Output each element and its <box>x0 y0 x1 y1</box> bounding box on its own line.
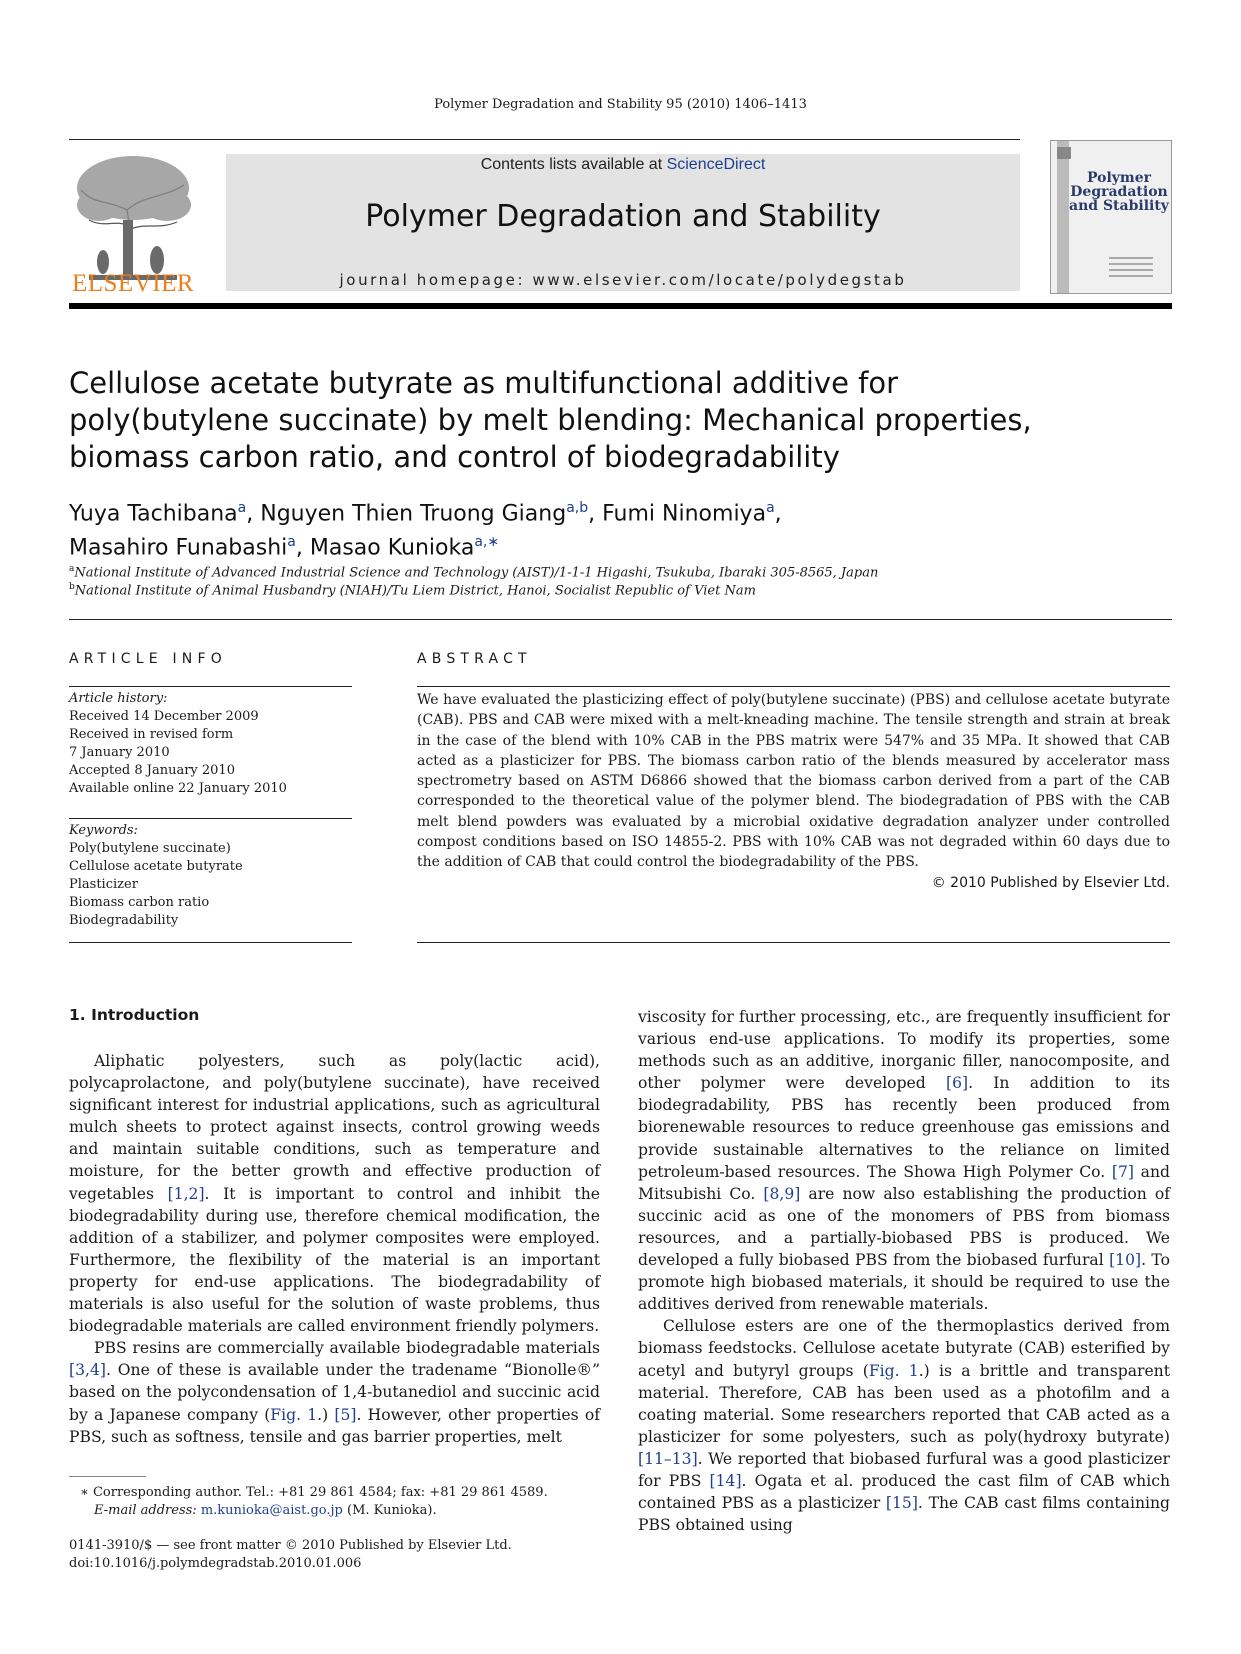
citation-link[interactable]: [15] <box>885 1494 918 1513</box>
text-run: and Mitsubishi Co. <box>638 1162 1170 1203</box>
sciencedirect-link[interactable]: ScienceDirect <box>666 156 766 173</box>
citation-link[interactable]: [3,4] <box>69 1361 106 1380</box>
email-line <box>80 1502 640 1520</box>
history-label: Article history: <box>69 691 168 706</box>
affiliation-text: National Institute of Animal Husbandry (NIAH)/Tu Liem District, Hanoi, Socialist Republic of Viet Nam <box>74 583 756 599</box>
author-1-affil[interactable]: a <box>237 500 247 516</box>
text-run: PBS resins are commercially available biodegradable materials <box>94 1339 600 1358</box>
affiliation-text: National Institute of Advanced Industrial Science and Technology (AIST)/1-1-1 Higashi, Tsukuba, Ibaraki 305-8565, Japan <box>74 565 879 581</box>
text-run: . However, other properties of PBS, such as softness, tensile and gas barrier properties, melt <box>69 1405 600 1446</box>
corresponding-author: ∗ Corresponding author. Tel.: +81 29 861 4584; fax: +81 29 861 4589. <box>80 1485 548 1500</box>
cover-title: Polymer Degradation and Stability <box>1069 170 1169 214</box>
author-2-affil[interactable]: a,b <box>566 500 589 516</box>
text-run: . In addition to its biodegradability, PBS has recently been produced from biorenewable resources to reduce greenhouse gas emissions and provide sustainable alternatives to the reliance on limited petroleum-based resources. The Showa High Polymer Co. <box>638 1074 1170 1181</box>
author-sep: , <box>588 501 603 527</box>
text-run: . The CAB cast films containing PBS obtained using <box>638 1494 1171 1535</box>
author-5-affil[interactable]: a,∗ <box>474 534 500 551</box>
intro-paragraph-3 <box>638 1006 1170 1315</box>
header-rule <box>69 139 1020 140</box>
intro-paragraph-4 <box>638 1315 1170 1536</box>
figure-link[interactable]: Fig. 1 <box>868 1361 919 1380</box>
running-header: Polymer Degradation and Stability 95 (2010) 1406–1413 <box>434 97 807 112</box>
divider <box>417 686 1170 687</box>
history-item: Received 14 December 2009 <box>69 709 259 724</box>
text-run: . We reported that biobased furfural was a good plasticizer for PBS <box>638 1449 1170 1490</box>
keywords-label: Keywords: <box>69 823 138 838</box>
text-run: . Ogata et al. produced the cast film of CAB which contained PBS as a plasticizer <box>638 1471 1170 1513</box>
right-column <box>638 1006 1170 1536</box>
keyword: Plasticizer <box>69 877 138 892</box>
history-item: Accepted 8 January 2010 <box>69 763 235 778</box>
divider <box>69 818 352 819</box>
divider <box>417 942 1170 943</box>
citation-link[interactable]: [5] <box>334 1405 357 1424</box>
author-sep: , <box>246 501 261 527</box>
citation-link[interactable]: [6] <box>946 1074 969 1093</box>
email-link[interactable]: m.kunioka@aist.go.jp <box>200 1503 343 1518</box>
history-item: 7 January 2010 <box>69 745 170 760</box>
citation-link[interactable]: [10] <box>1109 1251 1142 1270</box>
intro-heading: 1. Introduction <box>69 1006 200 1024</box>
article-history <box>69 690 352 798</box>
author-4-affil[interactable]: a <box>287 534 296 551</box>
affiliation-label: b <box>69 582 75 592</box>
intro-paragraph-1 <box>69 1050 600 1337</box>
keyword: Cellulose acetate butyrate <box>69 859 243 874</box>
keyword: Poly(butylene succinate) <box>69 841 231 856</box>
abstract-body <box>417 690 1170 893</box>
abstract-copyright: © 2010 Published by Elsevier Ltd. <box>931 874 1170 891</box>
contents-line <box>226 156 1020 174</box>
email-suffix: (M. Kunioka). <box>342 1503 437 1518</box>
abstract-text: We have evaluated the plasticizing effect of poly(butylene succinate) (PBS) and cellulose acetate butyrate (CAB). PBS and CAB were mixed with a melt-kneading machine. The tensile strength and strain at break in the case of the blend with 10% CAB in the PBS matrix were 547% and 35 MPa. It showed that CAB acted as a plasticizer for PBS. The biomass carbon ratio of the blends measured by accelerator mass spectrometry based on ASTM D6866 showed that the biomass carbon derived from a part of the CAB corresponded to the theoretical value of the polymer blend. The biodegradation of PBS with the CAB melt blend powders was evaluated by a microbial oxidative degradation analyzer under controlled compost conditions based on ISO 14855-2. PBS with 10% CAB was not degraded within 60 days due to the addition of CAB that could control the biodegradability of the PBS. <box>417 692 1170 871</box>
history-item: Received in revised form <box>69 727 234 742</box>
footnote <box>80 1484 640 1520</box>
citation-link[interactable]: [11–13] <box>638 1449 698 1468</box>
text-run: . One of these is available under the tradename “Bionolle®” based on the polycondensation of 1,4-butanediol and succinic acid by a Japanese company ( <box>69 1361 600 1424</box>
history-item: Available online 22 January 2010 <box>69 781 287 796</box>
email-label: E-mail address: <box>94 1503 201 1518</box>
affiliation-a <box>69 564 1169 580</box>
citation-link[interactable]: [7] <box>1111 1162 1134 1181</box>
text-run: viscosity for further processing, etc., are frequently insufficient for various end-use applications. To modify its properties, some methods such as an additive, inorganic filler, nanocomposite, and other polymer were developed <box>638 1008 1170 1093</box>
citation-link[interactable]: [14] <box>709 1471 742 1490</box>
divider <box>69 686 352 687</box>
issn-line: 0141-3910/$ — see front matter © 2010 Published by Elsevier Ltd. <box>69 1538 512 1553</box>
article-info-heading: ARTICLE INFO <box>69 651 227 667</box>
cover-elsevier-icon <box>1057 147 1071 159</box>
publisher-name: ELSEVIER <box>71 270 195 297</box>
author-5: Masao Kunioka <box>309 535 475 561</box>
journal-cover <box>1050 140 1172 294</box>
masthead-rule <box>69 303 1172 309</box>
figure-link[interactable]: Fig. 1 <box>270 1405 318 1424</box>
footnote-rule <box>69 1476 146 1477</box>
journal-banner <box>226 154 1020 291</box>
keyword: Biodegradability <box>69 913 179 928</box>
journal-title: Polymer Degradation and Stability <box>365 199 881 234</box>
cover-text-lines <box>1109 257 1153 281</box>
text-run: Cellulose esters are one of the thermoplastics derived from biomass feedstocks. Cellulose acetate butyrate (CAB) esterified by acetyl and butyryl groups ( <box>638 1317 1170 1380</box>
author-4: Masahiro Funabashi <box>69 535 288 561</box>
journal-homepage[interactable]: journal homepage: www.elsevier.com/locate/polydegstab <box>339 271 907 289</box>
author-1: Yuya Tachibana <box>69 501 238 527</box>
divider <box>69 942 352 943</box>
text-run: .) is a brittle and transparent material. Therefore, CAB has been used as a photofilm and a coating material. Some researchers reported that CAB acted as a plasticizer for some polyesters, such as poly(hydroxy butyrate) <box>638 1361 1170 1446</box>
affiliation-label: a <box>69 564 75 574</box>
text-run: Aliphatic polyesters, such as poly(lactic acid), polycaprolactone, and poly(butylene succinate), have received significant interest for industrial applications, such as agricultural mulch sheets to protect against insects, control growing weeds and maintain suitable conditions, such as temperature and moisture, for the better growth and effective production of vegetables <box>69 1052 600 1203</box>
text-run: .) <box>317 1405 335 1424</box>
intro-paragraph-2 <box>69 1337 600 1447</box>
cover-band <box>1057 141 1069 293</box>
affiliation-b <box>69 582 1169 598</box>
text-run: are now also establishing the production of succinic acid as one of the monomers of PBS from biomass resources, and a partially-biobased PBS is produced. We developed a fully biobased PBS from the biobased furfural <box>638 1184 1171 1270</box>
author-2: Nguyen Thien Truong Giang <box>260 501 567 527</box>
abstract-heading: ABSTRACT <box>417 651 532 667</box>
text-run: . It is important to control and inhibit the biodegradability during use, therefore chemical modification, the addition of a stabilizer, and polymer composites were employed. Furthermore, the flexibility of the material is an important property for end-use applications. The biodegradability of materials is also useful for the solution of waste problems, thus biodegradable materials are called environment friendly polymers. <box>69 1184 600 1336</box>
left-column <box>69 1050 600 1448</box>
divider <box>69 619 1172 620</box>
text-run: . To promote high biobased materials, it should be required to use the additives derived from renewable materials. <box>638 1251 1170 1314</box>
author-sep: , <box>295 535 310 561</box>
keyword: Biomass carbon ratio <box>69 895 210 910</box>
citation-link[interactable]: [8,9] <box>763 1184 801 1203</box>
front-matter <box>69 1537 669 1573</box>
author-3: Fumi Ninomiya <box>602 501 767 527</box>
article-title: Cellulose acetate butyrate as multifunctional additive for poly(butylene succinate) by melt blending: Mechanical properties, biomass carbon ratio, and control of biodegradability <box>69 366 1032 474</box>
contents-prefix: Contents lists available at <box>480 156 667 173</box>
author-3-affil[interactable]: a <box>766 500 775 516</box>
author-sep: , <box>774 501 782 527</box>
keywords <box>69 822 352 930</box>
doi-line[interactable]: doi:10.1016/j.polymdegradstab.2010.01.006 <box>69 1556 362 1571</box>
citation-link[interactable]: [1,2] <box>167 1184 205 1203</box>
author-list <box>69 494 1069 563</box>
